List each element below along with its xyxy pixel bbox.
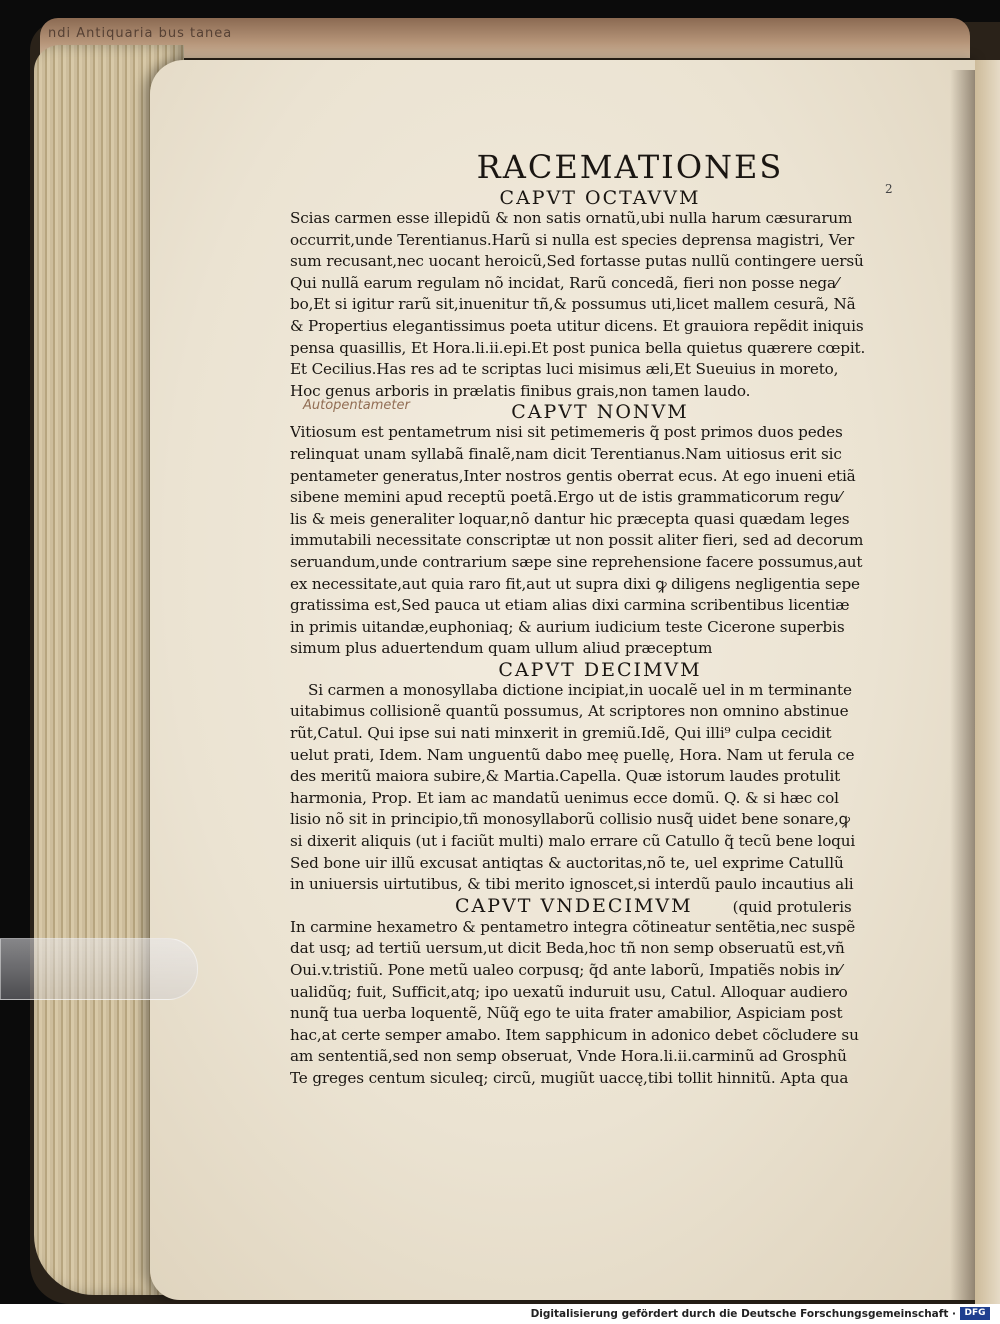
chapter-heading — [290, 896, 910, 917]
text-line: & Propertius elegantissimus poeta utitur dicens. Et grauiora repẽdit iniquis — [290, 316, 864, 335]
text-line: am sententiã,sed non semp obseruat, Vnde Hora.li.ii.carminũ ad Grosphũ — [290, 1047, 847, 1066]
text-line: Vitiosum est pentametrum nisi sit petimemeris q̃ post primos duos pedes — [290, 423, 843, 442]
text-line: Oui.v.tristiũ. Pone metũ ualeo corpusq; q̃d ante laborũ, Impatiẽs nobis in⁄ — [290, 961, 842, 979]
text-line: nunq̃ tua uerba loquentẽ, Nũq̃ ego te uita frater amabilior, Aspiciam post — [290, 1004, 843, 1023]
chapter-heading-text: CAPVT NONVM — [511, 401, 689, 424]
footer-bar — [0, 1304, 1000, 1324]
text-line: Qui nullã earum regulam nõ incidat, Rarũ concedã, fieri non posse nega⁄ — [290, 273, 839, 292]
chapter-heading — [290, 660, 910, 680]
text-line: rũt,Catul. Qui ipse sui nati minxerit in gremiũ.Idẽ, Qui illi⁹ culpa cecidit — [290, 724, 832, 743]
text-line: uitabimus collisionẽ quantũ possumus, At scriptores non omnino abstinue — [290, 702, 849, 721]
facing-page-edge — [975, 60, 1000, 1305]
text-block — [290, 148, 910, 1090]
text-line: bo,Et si igitur rarũ sit,inuenitur tñ,& possumus uti,licet mallem cesurã, Nã — [290, 295, 856, 314]
text-line: uelut prati, Idem. Nam unguentũ dabo meę puellę, Hora. Nam ut ferula ce — [290, 745, 855, 764]
text-line: pentameter generatus,Inter nostros gentis oberrat ecus. At ego inueni etiã — [290, 466, 856, 485]
footer-credit: Digitalisierung gefördert durch die Deutsche Forschungsgemeinschaft · — [530, 1308, 956, 1320]
text-line: lisio nõ sit in principio,tñ monosyllaborũ collisio nusq̃ uidet bene sonare,ꝙ — [290, 810, 850, 829]
text-line: occurrit,unde Terentianus.Harũ si nulla est species deprensa magistri, Ver — [290, 230, 855, 249]
text-line: seruandum,unde contrarium sæpe sine reprehensione facere possumus,aut — [290, 552, 863, 571]
text-line: Hoc genus arboris in prælatis finibus grais,non tamen laudo. — [290, 381, 751, 400]
text-line: sibene memini apud receptũ poetã.Ergo ut de istis grammaticorum regu⁄ — [290, 488, 842, 507]
text-line: sum recusant,nec uocant heroicũ,Sed fortasse putas nullũ contingere uersũ — [290, 252, 864, 271]
text-line: si dixerit aliquis (ut i faciũt multi) malo errare cũ Catullo q̃ tecũ bene loqui — [290, 832, 856, 851]
marginal-note: Autopentameter — [303, 398, 410, 413]
text-line: Sed bone uir illũ excusat antiqtas & auctoritas,nõ te, uel exprime Catullũ — [290, 853, 844, 872]
chapter-heading-text: CAPVT VNDECIMVM — [455, 894, 693, 917]
chapter-heading — [290, 402, 910, 422]
page-holder-clip — [0, 938, 198, 1000]
text-line: hac,at certe semper amabo. Item sapphicum in adonico debet cõcludere su — [290, 1025, 859, 1044]
chapter-heading-text: CAPVT DECIMVM — [498, 658, 702, 681]
text-line: immutabili necessitate conscriptæ ut non possit aliter fieri, sed ad decorum — [290, 531, 864, 550]
folio-number: 2 — [885, 182, 893, 196]
heading-tail-text: (quid protuleris — [732, 897, 852, 916]
text-line: Si carmen a monosyllaba dictione incipiat,in uocalẽ uel in m terminante — [308, 680, 852, 699]
text-line: Et Cecilius.Has res ad te scriptas luci misimus æli,Et Sueuius in moreto, — [290, 360, 839, 379]
text-line: ex necessitate,aut quia raro fit,aut ut supra dixi ꝙ diligens negligentia sepe — [290, 574, 860, 593]
spine-label: ndi Antiquaria bus tanea — [48, 26, 233, 41]
text-line: ualidũq; fuit, Sufficit,atq; ipo uexatũ induruit usu, Catul. Alloquar audiero — [290, 982, 848, 1001]
running-head: RACEMATIONES — [476, 148, 784, 186]
text-line: Te greges centum siculeq; circũ, mugiũt uaccę,tibi tollit hinnitũ. Apta qua — [290, 1068, 849, 1087]
chapter-sections — [290, 188, 910, 1090]
text-line: In carmine hexametro & pentametro integra cõtineatur sentẽtia,nec suspẽ — [290, 917, 856, 936]
chapter-heading-text: CAPVT OCTAVVM — [499, 187, 701, 209]
text-line: relinquat unam syllabã finalẽ,nam dicit Terentianus.Nam uitiosus erit sic — [290, 444, 842, 463]
text-line: in uniuersis uirtutibus, & tibi merito ignoscet,si interdũ paulo incautius ali — [290, 875, 854, 894]
text-line: pensa quasillis, Et Hora.li.ii.epi.Et post punica bella quietus quærere cœpit. — [290, 338, 866, 357]
text-line: Scias carmen esse illepidũ & non satis ornatũ,ubi nulla harum cæsurarum — [290, 209, 853, 227]
dfg-logo: DFG — [960, 1307, 990, 1320]
text-line: in primis uitandæ,euphoniaq; & aurium iudicium teste Cicerone superbis — [290, 617, 845, 636]
text-line: gratissima est,Sed pauca ut etiam alias dixi carmina scribentibus licentiæ — [290, 596, 850, 615]
text-line: simum plus aduertendum quam ullum aliud præceptum — [290, 639, 713, 658]
text-line: harmonia, Prop. Et iam ac mandatũ uenimus ecce domũ. Q. & si hæc col — [290, 788, 839, 807]
text-line: des meritũ maiora subire,& Martia.Capella. Quæ istorum laudes protulit — [290, 767, 841, 786]
chapter-heading — [290, 188, 910, 208]
text-line: lis & meis generaliter loquar,nõ dantur hic præcepta quasi quædam leges — [290, 509, 850, 528]
text-line: dat usq; ad tertiũ uersum,ut dicit Beda,hoc tñ non semp obseruatũ est,vñ — [290, 939, 845, 958]
